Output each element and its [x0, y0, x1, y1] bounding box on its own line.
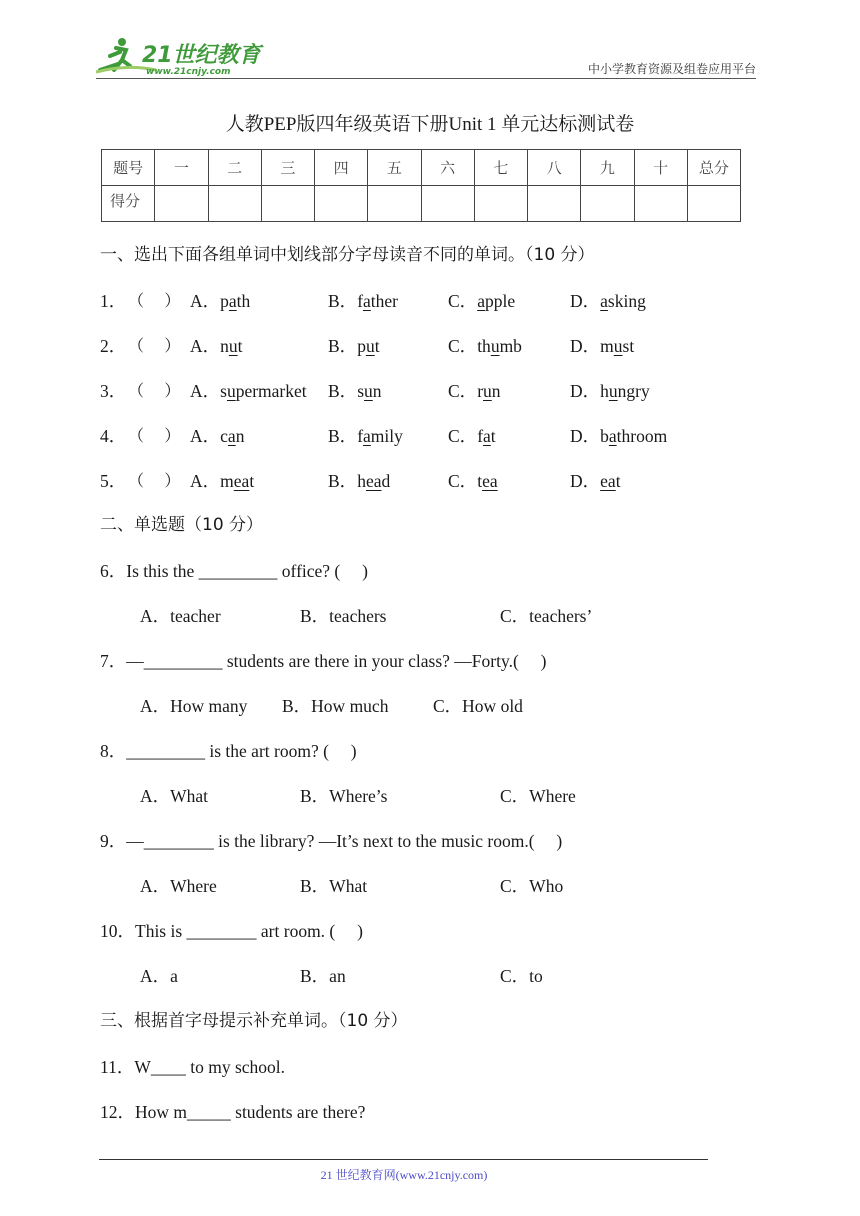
underlined-letters: ea: [482, 471, 498, 491]
option-letter: B．: [328, 426, 358, 446]
underlined-letters: ea: [233, 471, 250, 491]
word-part: n: [235, 426, 245, 446]
word-part: s: [220, 381, 227, 401]
question-stem: 6．Is this the _________ office? ( ): [100, 561, 368, 581]
choice-option[interactable]: B．How much: [282, 696, 389, 716]
score-cell: 二: [208, 150, 261, 186]
word-part: h: [357, 471, 366, 491]
underlined-letters: ea: [365, 471, 382, 491]
word-part: pple: [484, 291, 516, 311]
option-d: [570, 380, 650, 402]
score-input-cell[interactable]: [261, 186, 314, 222]
question-stem: 8．_________ is the art room? ( ): [100, 741, 357, 761]
word-part: st: [622, 336, 635, 356]
choice-option[interactable]: A．teacher: [140, 606, 221, 626]
choice-option[interactable]: A．a: [140, 966, 178, 986]
word-part: t: [237, 336, 243, 356]
option-letter: B．: [328, 336, 358, 356]
question-12: 12．How m_____ students are there?: [100, 1102, 366, 1122]
footer-text: 21 世纪教育网(www.21cnjy.com): [320, 1168, 488, 1182]
choice-option[interactable]: C．teachers’: [500, 606, 593, 626]
word-part: n: [372, 381, 382, 401]
section-3-title: 三、根据首字母提示补充单词。（10 分）: [100, 1011, 408, 1031]
header-divider: [96, 78, 756, 79]
word-part: m: [220, 471, 234, 491]
option-a: [190, 425, 244, 447]
document-title: 人教PEP版四年级英语下册Unit 1 单元达标测试卷: [225, 114, 635, 135]
option-d: [570, 470, 621, 492]
option-d: [570, 290, 646, 312]
question-number: 1．: [100, 291, 127, 311]
choice-option[interactable]: C．Where: [500, 786, 576, 806]
option-letter: D．: [570, 426, 601, 446]
score-cell: 四: [315, 150, 368, 186]
question-stem: 7．—_________ students are there in your class? —Forty.( ): [100, 651, 547, 671]
option-letter: A．: [190, 291, 221, 311]
option-letter: C．: [448, 471, 478, 491]
option-c: [448, 335, 522, 357]
choice-option[interactable]: B．teachers: [300, 606, 387, 626]
choice-option[interactable]: A．What: [140, 786, 209, 806]
word-part: t: [615, 471, 621, 491]
choice-option[interactable]: C．to: [500, 966, 543, 986]
underlined-letters: u: [228, 336, 238, 356]
option-b: [328, 380, 382, 402]
logo-text: 21世纪教育: [142, 43, 261, 68]
option-c: [448, 290, 515, 312]
answer-blank[interactable]: （ ）: [128, 291, 181, 310]
option-c: [448, 425, 496, 447]
choice-option[interactable]: B．Where’s: [300, 786, 388, 806]
option-letter: D．: [570, 291, 601, 311]
option-c: [448, 380, 501, 402]
site-logo: [96, 36, 266, 78]
question-number: 2．: [100, 336, 127, 356]
choice-option[interactable]: A．Where: [140, 876, 217, 896]
option-a: [190, 380, 307, 402]
choice-option[interactable]: B．What: [300, 876, 368, 896]
score-table-score-row: [102, 186, 741, 222]
option-letter: B．: [328, 381, 358, 401]
underlined-letters: u: [613, 336, 623, 356]
option-letter: A．: [190, 426, 221, 446]
score-input-cell[interactable]: [315, 186, 368, 222]
word-part: f: [357, 291, 364, 311]
score-table-header-row: [102, 150, 741, 186]
option-letter: B．: [328, 291, 358, 311]
word-part: r: [477, 381, 484, 401]
logo-url: www.21cnjy.com: [146, 67, 231, 77]
underlined-letters: a: [608, 426, 617, 446]
word-part: p: [220, 291, 229, 311]
score-cell: 十: [634, 150, 687, 186]
option-b: [328, 425, 403, 447]
score-input-cell[interactable]: [687, 186, 740, 222]
word-part: throom: [616, 426, 668, 446]
score-input-cell[interactable]: [368, 186, 421, 222]
choice-option[interactable]: A．How many: [140, 696, 248, 716]
score-input-cell[interactable]: [421, 186, 474, 222]
answer-blank[interactable]: （ ）: [128, 471, 181, 490]
option-a: [190, 335, 243, 357]
option-a: [190, 470, 254, 492]
option-d: [570, 425, 667, 447]
score-input-cell[interactable]: [208, 186, 261, 222]
underlined-letters: ea: [600, 471, 616, 491]
score-input-cell[interactable]: [528, 186, 581, 222]
word-part: d: [381, 471, 391, 491]
underlined-letters: u: [364, 381, 373, 401]
score-row-label: 得分: [102, 186, 155, 222]
score-cell: 六: [421, 150, 474, 186]
underlined-letters: a: [483, 426, 491, 446]
word-part: sking: [607, 291, 646, 311]
option-d: [570, 335, 634, 357]
score-cell: 总分: [687, 150, 740, 186]
word-part: m: [600, 336, 614, 356]
score-cell: 七: [474, 150, 527, 186]
underlined-letters: u: [490, 336, 500, 356]
underlined-letters: a: [600, 291, 608, 311]
underlined-letters: a: [227, 426, 236, 446]
underlined-letters: u: [226, 381, 236, 401]
option-a: [190, 290, 250, 312]
question-stem: 10．This is ________ art room. ( ): [100, 921, 363, 941]
word-part: f: [477, 426, 484, 446]
question-number: 5．: [100, 471, 127, 491]
word-part: th: [477, 336, 491, 356]
word-part: h: [600, 381, 609, 401]
score-input-cell[interactable]: [634, 186, 687, 222]
question-number: 3．: [100, 381, 127, 401]
choice-option[interactable]: C．Who: [500, 876, 564, 896]
choice-option[interactable]: C．How old: [433, 696, 523, 716]
word-part: th: [236, 291, 251, 311]
score-input-cell[interactable]: [474, 186, 527, 222]
answer-blank[interactable]: （ ）: [128, 381, 181, 400]
option-letter: A．: [190, 336, 221, 356]
word-part: t: [249, 471, 255, 491]
answer-blank[interactable]: （ ）: [128, 336, 181, 355]
word-part: mb: [499, 336, 522, 356]
option-b: [328, 290, 398, 312]
question-11: 11．W____ to my school.: [100, 1057, 286, 1077]
option-b: [328, 470, 390, 492]
option-letter: C．: [448, 426, 478, 446]
footer-divider: [99, 1159, 708, 1160]
word-part: n: [220, 336, 229, 356]
section-2-title: 二、单选题（10 分）: [100, 515, 264, 535]
word-part: b: [600, 426, 609, 446]
option-c: [448, 470, 498, 492]
score-table: [101, 149, 741, 222]
underlined-letters: a: [228, 291, 237, 311]
underlined-letters: a: [363, 291, 371, 311]
choice-option[interactable]: B．an: [300, 966, 346, 986]
section-1-title: 一、选出下面各组单词中划线部分字母读音不同的单词。（10 分）: [100, 245, 595, 265]
word-part: ngry: [617, 381, 650, 401]
score-input-cell[interactable]: [581, 186, 634, 222]
answer-blank[interactable]: （ ）: [128, 426, 181, 445]
option-letter: C．: [448, 291, 478, 311]
underlined-letters: a: [477, 291, 485, 311]
question-number: 4．: [100, 426, 127, 446]
word-part: s: [357, 381, 364, 401]
score-cell: 题号: [102, 150, 155, 186]
option-b: [328, 335, 380, 357]
score-cell: 九: [581, 150, 634, 186]
underlined-letters: u: [483, 381, 492, 401]
word-part: ther: [370, 291, 399, 311]
score-input-cell[interactable]: [155, 186, 208, 222]
option-letter: B．: [328, 471, 358, 491]
word-part: c: [220, 426, 228, 446]
score-cell: 一: [155, 150, 208, 186]
underlined-letters: u: [365, 336, 375, 356]
option-letter: C．: [448, 381, 478, 401]
word-part: t: [490, 426, 496, 446]
score-cell: 八: [528, 150, 581, 186]
word-part: p: [357, 336, 366, 356]
option-letter: D．: [570, 336, 601, 356]
option-letter: A．: [190, 471, 221, 491]
score-cell: 五: [368, 150, 421, 186]
option-letter: C．: [448, 336, 478, 356]
underlined-letters: u: [608, 381, 618, 401]
word-part: mily: [370, 426, 403, 446]
word-part: n: [491, 381, 501, 401]
word-part: permarket: [235, 381, 307, 401]
option-letter: D．: [570, 381, 601, 401]
option-letter: A．: [190, 381, 221, 401]
question-stem: 9．—________ is the library? —It’s next to the music room.( ): [100, 831, 563, 851]
word-part: t: [477, 471, 483, 491]
underlined-letters: a: [363, 426, 371, 446]
option-letter: D．: [570, 471, 601, 491]
score-cell: 三: [261, 150, 314, 186]
header-platform-text: 中小学教育资源及组卷应用平台: [587, 62, 756, 76]
word-part: t: [374, 336, 380, 356]
word-part: f: [357, 426, 364, 446]
